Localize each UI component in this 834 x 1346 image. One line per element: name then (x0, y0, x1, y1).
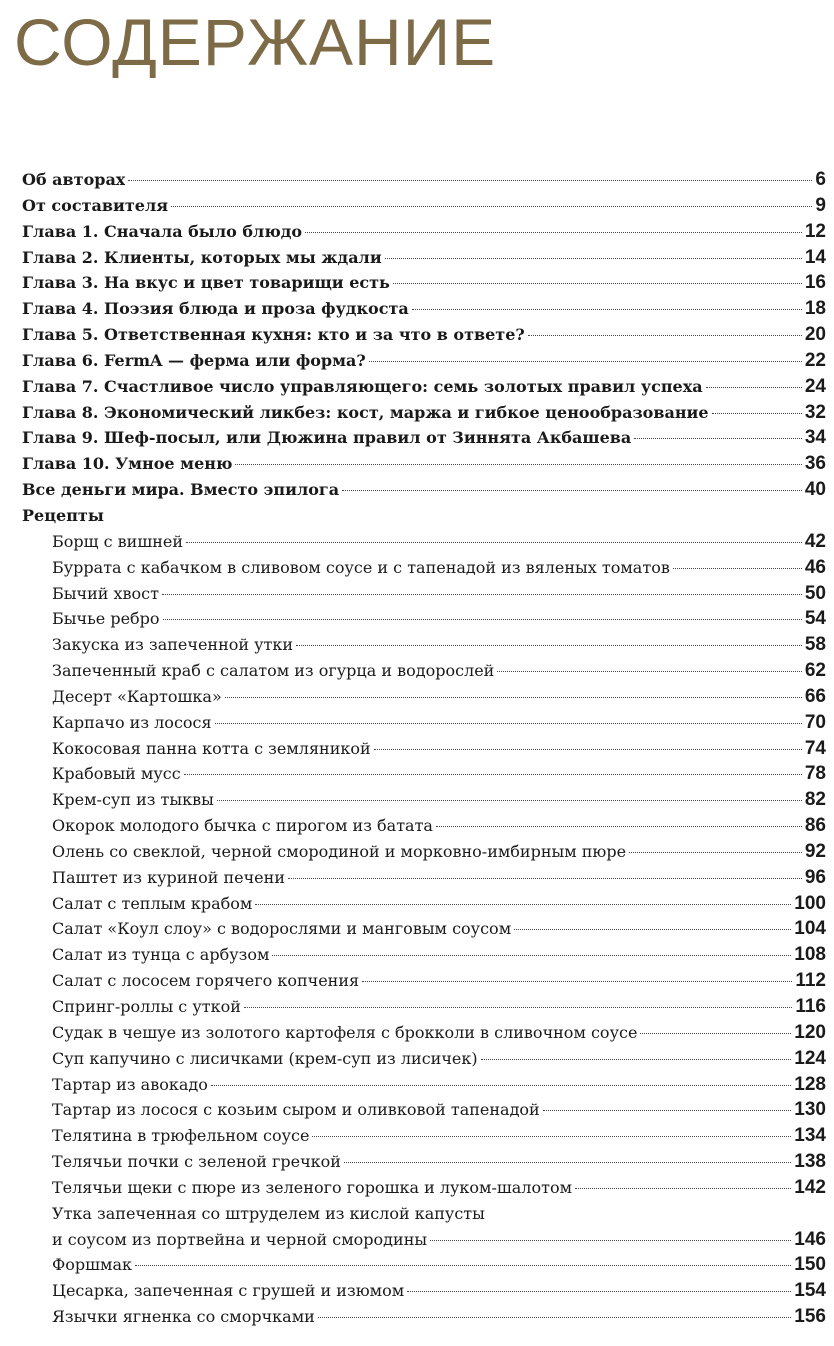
toc-recipe-entry[interactable] (22, 968, 826, 994)
toc-entry-label: Глава 10. Умное меню (22, 454, 233, 474)
toc-page-number: 86 (804, 815, 826, 837)
toc-entry-label: Утка запеченная со штруделем из кислой капусты (52, 1203, 485, 1223)
toc-chapter-entry[interactable] (22, 193, 826, 219)
dot-leader (318, 1316, 792, 1318)
dot-leader (514, 928, 791, 930)
toc-page-number: 9 (815, 194, 826, 216)
toc-page-number: 138 (794, 1151, 826, 1173)
toc-recipe-entry[interactable] (22, 813, 826, 839)
toc-entry-label: Борщ с вишней (52, 531, 183, 551)
toc-entry-label: Судак в чешуе из золотого картофеля с брокколи в сливочном соусе (52, 1022, 638, 1042)
toc-recipe-entry[interactable] (22, 658, 826, 684)
dot-leader (272, 954, 791, 956)
toc-page-number: 58 (804, 634, 826, 656)
toc-recipe-entry[interactable] (22, 581, 826, 607)
dot-leader (255, 903, 791, 905)
toc-page-number: 92 (804, 840, 826, 862)
dot-leader (235, 463, 801, 465)
toc-page-number: 156 (794, 1306, 826, 1328)
dot-leader (135, 1264, 791, 1266)
toc-page-number: 100 (794, 892, 826, 914)
toc-page-number: 6 (815, 169, 826, 190)
toc-entry-label: Крем-суп из тыквы (52, 790, 214, 810)
toc-entry-label: Телятина в трюфельном соусе (52, 1126, 310, 1146)
toc-entry-label: Салат с лососем горячего копчения (52, 971, 360, 991)
toc-chapter-entry[interactable] (22, 425, 826, 451)
toc-entry-label: Глава 3. На вкус и цвет товарищи есть (22, 273, 390, 293)
dot-leader (528, 334, 802, 336)
toc-chapter-entry[interactable] (22, 477, 826, 503)
toc-entry-label: Суп капучино с лисичками (крем-суп из лисичек) (52, 1048, 478, 1068)
toc-recipe-entry[interactable] (22, 1252, 826, 1278)
toc-entry-label: Глава 5. Ответственная кухня: кто и за что в ответе? (22, 325, 525, 345)
toc-recipe-entry[interactable] (22, 1227, 826, 1253)
dot-leader (412, 308, 802, 310)
toc-page-number: 66 (804, 685, 826, 707)
toc-recipe-entry[interactable] (22, 1097, 826, 1123)
dot-leader (128, 179, 812, 181)
toc-page-number: 62 (804, 660, 826, 682)
dot-leader (186, 541, 802, 543)
toc-recipe-entry[interactable] (22, 1046, 826, 1072)
toc-entry-label: Телячьи почки с зеленой гречкой (52, 1152, 341, 1172)
toc-page-number: 74 (804, 737, 826, 759)
dot-leader (344, 1161, 791, 1163)
toc-recipe-entry[interactable] (22, 1123, 826, 1149)
toc-chapter-entry[interactable] (22, 503, 826, 529)
toc-entry-label: Телячьи щеки с пюре из зеленого горошка и луком-шалотом (52, 1177, 573, 1197)
toc-entry-label: Закуска из запеченной утки (52, 635, 294, 655)
toc-page-number: 20 (804, 324, 826, 346)
toc-recipe-entry[interactable] (22, 1201, 826, 1227)
toc-chapter-entry[interactable] (22, 322, 826, 348)
toc-recipe-entry[interactable] (22, 710, 826, 736)
toc-recipe-entry[interactable] (22, 529, 826, 555)
toc-recipe-entry[interactable] (22, 684, 826, 710)
toc-page-number: 78 (804, 763, 826, 785)
toc-page-number: 32 (804, 401, 826, 423)
toc-page-number: 14 (804, 246, 826, 268)
toc-page-number: 40 (804, 479, 826, 501)
toc-recipe-entry[interactable] (22, 1175, 826, 1201)
toc-entry-label: Салат с теплым крабом (52, 893, 253, 913)
toc-page-number: 120 (794, 1021, 826, 1043)
toc-entry-label: Тартар из авокадо (52, 1074, 208, 1094)
toc-recipe-entry[interactable] (22, 606, 826, 632)
toc-entry-label: Запеченный краб с салатом из огурца и водорослей (52, 661, 495, 681)
toc-entry-label: Глава 7. Счастливое число управляющего: семь золотых правил успеха (22, 376, 703, 396)
toc-page-number: 82 (804, 789, 826, 811)
dot-leader (430, 1239, 791, 1241)
dot-leader (296, 644, 802, 646)
toc-entry-label: Кокосовая панна котта с земляникой (52, 738, 371, 758)
dot-leader (634, 437, 802, 439)
dot-leader (305, 231, 802, 233)
toc-page-number: 34 (804, 427, 826, 449)
toc-page-number: 96 (804, 866, 826, 888)
dot-leader (312, 1135, 791, 1137)
toc-chapter-entry[interactable] (22, 400, 826, 426)
dot-leader (385, 257, 802, 259)
dot-leader (171, 205, 812, 207)
toc-page-number: 36 (804, 453, 826, 475)
toc-entry-label: Олень со свеклой, черной смородиной и морковно-имбирным пюре (52, 841, 627, 861)
toc-entry-label: Глава 6. FermA — ферма или форма? (22, 350, 366, 370)
toc-entry-label: Тартар из лосося с козьим сыром и оливковой тапенадой (52, 1100, 540, 1120)
toc-entry-label: Глава 4. Поэзия блюда и проза фудкоста (22, 299, 409, 319)
dot-leader (629, 851, 802, 853)
toc-page-number: 154 (794, 1280, 826, 1302)
toc-page-number: 70 (804, 711, 826, 733)
toc-chapter-entry[interactable] (22, 348, 826, 374)
toc-entry-label: Глава 9. Шеф-посыл, или Дюжина правил от Зиннята Акбашева (22, 428, 632, 448)
toc-entry-label: Десерт «Картошка» (52, 686, 222, 706)
toc-recipe-entry[interactable] (22, 1149, 826, 1175)
toc-entry-label: и соусом из портвейна и черной смородины (52, 1229, 428, 1249)
dot-leader (712, 412, 802, 414)
table-of-contents (22, 167, 826, 1330)
toc-page-number: 142 (794, 1176, 826, 1198)
dot-leader (497, 670, 802, 672)
dot-leader (215, 722, 802, 724)
toc-entry-label: Бычий хвост (52, 583, 159, 603)
toc-recipe-entry[interactable] (22, 1304, 826, 1330)
toc-recipe-entry[interactable] (22, 1278, 826, 1304)
toc-chapter-entry[interactable] (22, 245, 826, 271)
toc-page-number: 16 (804, 272, 826, 294)
toc-entry-label: Об авторах (22, 170, 126, 189)
toc-entry-label: Цесарка, запеченная с грушей и изюмом (52, 1281, 405, 1301)
dot-leader (575, 1187, 791, 1189)
toc-page-number: 128 (794, 1073, 826, 1095)
dot-leader (342, 489, 802, 491)
toc-chapter-entry[interactable] (22, 451, 826, 477)
toc-recipe-entry[interactable] (22, 1020, 826, 1046)
toc-page-number: 108 (794, 944, 826, 966)
toc-page-number: 130 (794, 1099, 826, 1121)
toc-page-number: 42 (804, 530, 826, 552)
toc-page-number: 134 (794, 1125, 826, 1147)
toc-entry-label: Глава 2. Клиенты, которых мы ждали (22, 247, 382, 267)
toc-recipe-entry[interactable] (22, 994, 826, 1020)
toc-page-number: 112 (795, 970, 826, 992)
toc-entry-label: Язычки ягненка со сморчками (52, 1307, 315, 1327)
toc-entry-label: Карпачо из лосося (52, 712, 212, 732)
dot-leader (374, 748, 802, 750)
dot-leader (362, 980, 792, 982)
toc-entry-label: Бычье ребро (52, 609, 160, 629)
toc-page-number: 146 (794, 1228, 826, 1250)
toc-recipe-entry[interactable] (22, 865, 826, 891)
toc-entry-label: Глава 8. Экономический ликбез: кост, маржа и гибкое ценообразование (22, 402, 709, 422)
dot-leader (225, 696, 802, 698)
toc-entry-label: Спринг-роллы с уткой (52, 997, 241, 1016)
dot-leader (184, 773, 802, 775)
dot-leader (673, 567, 802, 569)
dot-leader (393, 282, 802, 284)
toc-chapter-entry[interactable] (22, 167, 826, 193)
dot-leader (436, 825, 802, 827)
toc-recipe-entry[interactable] (22, 1072, 826, 1098)
dot-leader (543, 1109, 792, 1111)
toc-recipe-entry[interactable] (22, 942, 826, 968)
toc-entry-label: Глава 1. Сначала было блюдо (22, 221, 303, 241)
toc-chapter-entry[interactable] (22, 270, 826, 296)
toc-recipe-entry[interactable] (22, 891, 826, 917)
dot-leader (288, 877, 802, 879)
toc-page-number: 116 (795, 996, 826, 1017)
toc-chapter-entry[interactable] (22, 296, 826, 322)
toc-page-number: 18 (804, 298, 826, 320)
toc-entry-label: Паштет из куриной печени (52, 867, 285, 887)
toc-entry-label: Салат «Коул слоу» с водорослями и манговым соусом (52, 919, 512, 939)
toc-entry-label: Окорок молодого бычка с пирогом из батата (52, 816, 433, 836)
toc-entry-label: Крабовый мусс (52, 764, 181, 784)
toc-recipe-entry[interactable] (22, 632, 826, 658)
toc-page-number: 124 (794, 1047, 826, 1069)
dot-leader (163, 618, 802, 620)
toc-entry-label: Все деньги мира. Вместо эпилога (22, 480, 340, 500)
dot-leader (217, 799, 802, 801)
toc-entry-label: Буррата с кабачком в сливовом соусе и с тапенадой из вяленых томатов (52, 557, 670, 577)
dot-leader (162, 593, 802, 595)
dot-leader (706, 386, 802, 388)
toc-recipe-entry[interactable] (22, 736, 826, 762)
toc-recipe-entry[interactable] (22, 761, 826, 787)
toc-recipe-entry[interactable] (22, 787, 826, 813)
toc-page-number: 50 (804, 582, 826, 604)
dot-leader (481, 1058, 792, 1060)
toc-entry-label: От составителя (22, 195, 169, 215)
toc-entry-label: Форшмак (52, 1255, 133, 1275)
toc-recipe-entry[interactable] (22, 916, 826, 942)
toc-page-number: 12 (804, 220, 826, 242)
page-title: СОДЕРЖАНИЕ (14, 5, 497, 79)
toc-chapter-entry[interactable] (22, 219, 826, 245)
toc-entry-label: Салат из тунца с арбузом (52, 945, 270, 965)
toc-page-number: 22 (804, 349, 826, 371)
toc-recipe-entry[interactable] (22, 839, 826, 865)
toc-page-number: 104 (794, 918, 826, 940)
toc-entry-label: Рецепты (22, 505, 104, 525)
toc-page-number: 54 (804, 608, 826, 630)
toc-page-number: 150 (794, 1254, 826, 1276)
dot-leader (640, 1032, 791, 1034)
toc-chapter-entry[interactable] (22, 374, 826, 400)
toc-recipe-entry[interactable] (22, 555, 826, 581)
dot-leader (244, 1006, 792, 1008)
dot-leader (369, 360, 802, 362)
dot-leader (407, 1290, 791, 1292)
toc-page-number: 24 (804, 375, 826, 397)
dot-leader (211, 1084, 791, 1086)
toc-page-number: 46 (804, 556, 826, 578)
